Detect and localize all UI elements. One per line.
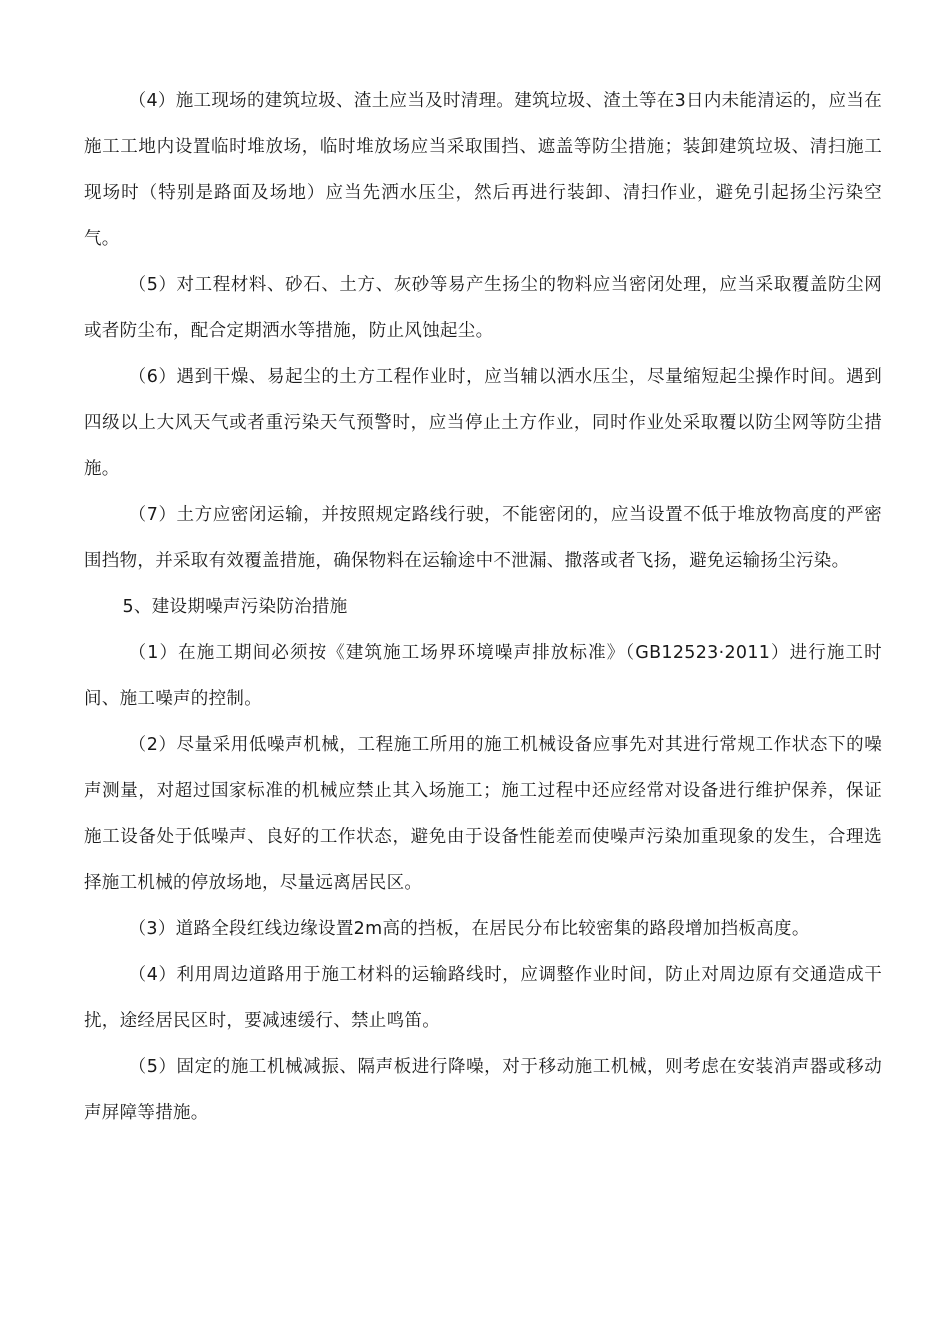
noise-paragraph-5: （5）固定的施工机械减振、隔声板进行降噪，对于移动施工机械，则考虑在安装消声器或移动声屏障等措施。 xyxy=(84,1057,882,1123)
paragraph-item-4: （4）施工现场的建筑垃圾、渣土应当及时清理。建筑垃圾、渣土等在3日内未能清运的，应当在施工工地内设置临时堆放场，临时堆放场应当采取围挡、遮盖等防尘措施；装卸建筑垃圾、清扫施工现场时（特别是路面及场地）应当先洒水压尘，然后再进行装卸、清扫作业，避免引起扬尘污染空气。 xyxy=(84,91,882,249)
paragraph-item-7: （7）土方应密闭运输，并按照规定路线行驶，不能密闭的，应当设置不低于堆放物高度的严密围挡物，并采取有效覆盖措施，确保物料在运输途中不泄漏、撒落或者飞扬，避免运输扬尘污染。 xyxy=(84,505,882,571)
noise-paragraph-1: （1）在施工期间必须按《建筑施工场界环境噪声排放标准》（GB12523·2011）进行施工时间、施工噪声的控制。 xyxy=(84,643,882,709)
noise-paragraph-3: （3）道路全段红线边缘设置2m高的挡板，在居民分布比较密集的路段增加挡板高度。 xyxy=(128,919,810,939)
noise-paragraph-4: （4）利用周边道路用于施工材料的运输路线时，应调整作业时间，防止对周边原有交通造成干扰，途经居民区时，要减速缓行、禁止鸣笛。 xyxy=(84,965,882,1031)
paragraph-item-5: （5）对工程材料、砂石、土方、灰砂等易产生扬尘的物料应当密闭处理，应当采取覆盖防尘网或者防尘布，配合定期洒水等措施，防止风蚀起尘。 xyxy=(84,275,882,341)
paragraph-item-6: （6）遇到干燥、易起尘的土方工程作业时，应当辅以洒水压尘，尽量缩短起尘操作时间。遇到四级以上大风天气或者重污染天气预警时，应当停止土方作业，同时作业处采取覆以防尘网等防尘措施。 xyxy=(84,367,882,479)
document-body xyxy=(84,78,882,1136)
noise-paragraph-2: （2）尽量采用低噪声机械，工程施工所用的施工机械设备应事先对其进行常规工作状态下的噪声测量，对超过国家标准的机械应禁止其入场施工；施工过程中还应经常对设备进行维护保养，保证施工设备处于低噪声、良好的工作状态，避免由于设备性能差而使噪声污染加重现象的发生，合理选择施工机械的停放场地，尽量远离居民区。 xyxy=(84,735,882,893)
section-heading-noise: 5、建设期噪声污染防治措施 xyxy=(122,597,348,617)
